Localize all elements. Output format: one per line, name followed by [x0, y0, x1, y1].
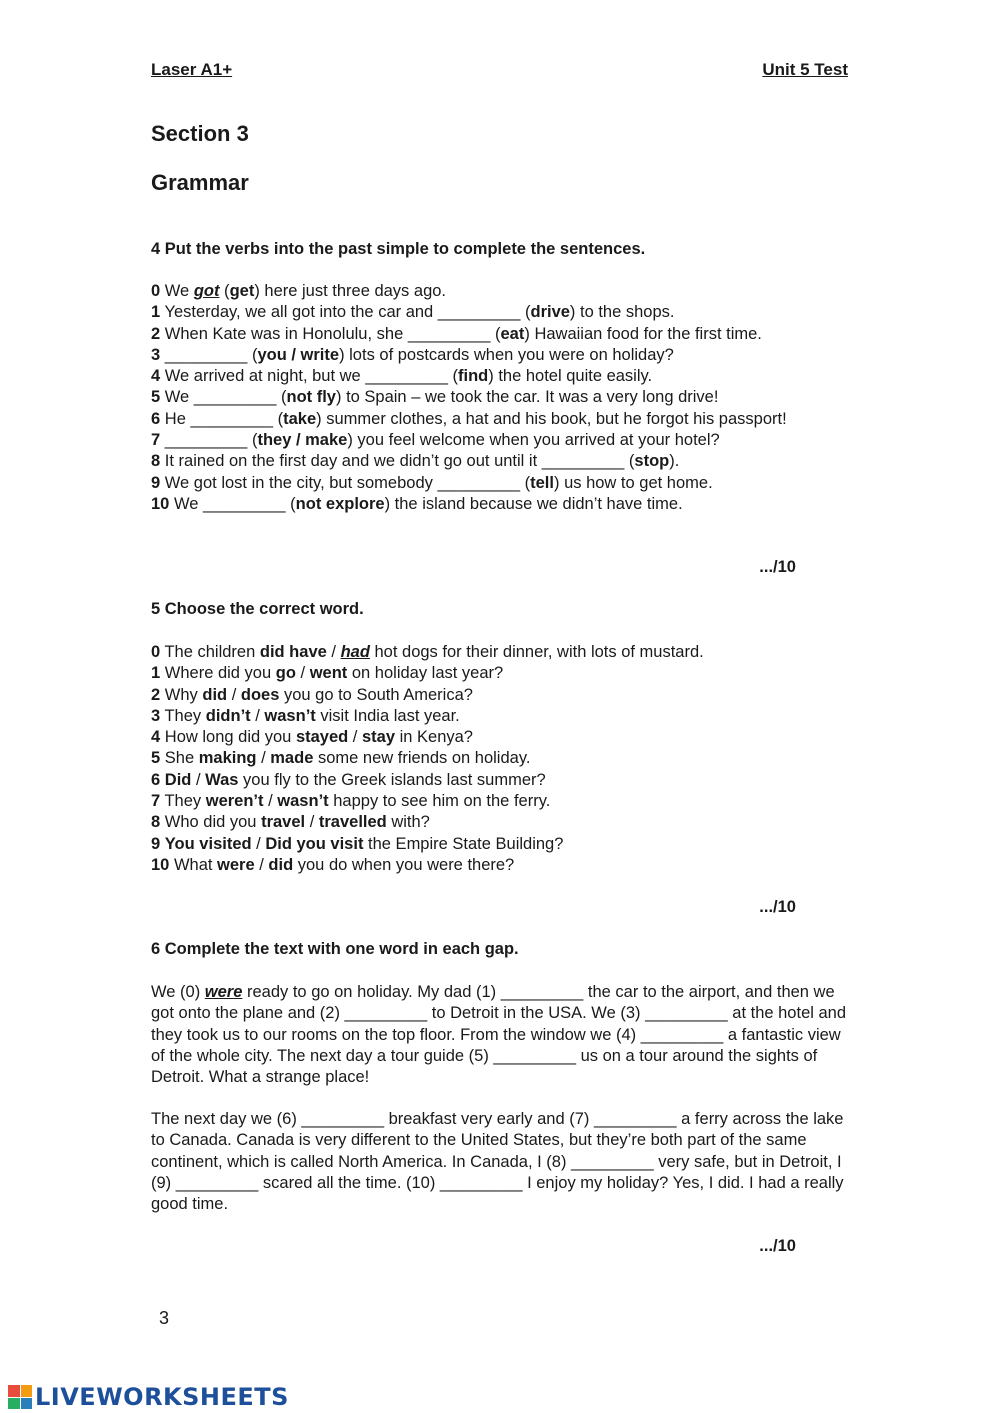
logo-square-4	[21, 1398, 33, 1410]
text-run: ) lots of postcards when you were on holiday?	[339, 345, 674, 364]
bold-text: travel	[261, 813, 306, 832]
bold-text: 7	[151, 431, 161, 450]
example-answer: were	[204, 983, 243, 1001]
liveworksheets-logo[interactable]	[8, 1383, 289, 1411]
bold-text: 4	[151, 367, 161, 386]
sentence-line	[151, 834, 851, 855]
sentence-line	[151, 473, 851, 494]
bold-text: stop	[634, 452, 670, 471]
bold-text: 1	[151, 303, 161, 322]
example-answer: had	[340, 643, 370, 661]
sentence-line	[151, 281, 851, 302]
exercise-5-sentences	[151, 642, 851, 876]
text-run: We _________ (	[160, 388, 287, 407]
sentence-line	[151, 812, 851, 833]
bold-text: wasn’t	[264, 706, 316, 725]
bold-text: you / write	[257, 345, 340, 364]
sentence-line	[151, 685, 851, 706]
bold-text: travelled	[318, 813, 387, 832]
text-run: on holiday last year?	[347, 664, 504, 683]
text-run: _________ (	[160, 431, 258, 450]
text-run: you go to South America?	[279, 685, 473, 704]
text-run: We (0)	[151, 983, 205, 1001]
exercise-6-paragraph-2	[151, 1109, 851, 1215]
text-run: ) to the shops.	[569, 303, 675, 322]
text-run: ) to Spain – we took the car. It was a very long drive!	[335, 388, 719, 407]
text-run: /	[263, 792, 278, 811]
text-run: They	[160, 706, 206, 725]
text-run: ) the island because we didn’t have time.	[384, 494, 683, 513]
text-run: When Kate was in Honolulu, she _________ (	[160, 324, 501, 343]
text-run: Who did you	[160, 813, 262, 832]
bold-text: not explore	[295, 494, 385, 513]
text-run: /	[250, 706, 265, 725]
text-run: /	[251, 834, 266, 853]
bold-text: made	[270, 749, 314, 768]
text-run: Why	[160, 685, 203, 704]
liveworksheets-logo-text: LIVEWORKSHEETS	[35, 1383, 289, 1411]
text-run: in Kenya?	[395, 728, 473, 747]
text-run: you fly to the Greek islands last summer?	[238, 770, 546, 789]
text-run: How long did you	[160, 728, 296, 747]
sentence-line	[151, 430, 851, 451]
text-run: We	[160, 282, 194, 300]
bold-text: 9	[151, 834, 161, 853]
exercise-4-title: 4 Put the verbs into the past simple to complete the sentences.	[151, 240, 646, 258]
bold-text: 2	[151, 685, 161, 704]
bold-text: 5	[151, 388, 161, 407]
bold-text: making	[198, 749, 257, 768]
bold-text: did	[268, 855, 294, 874]
text-run: /	[191, 770, 206, 789]
bold-text: Did you visit	[265, 834, 364, 853]
text-run: The next day we (6) _________ breakfast very early and (7) _________ a ferry across the lake to Canada. Canada is very different to the United States, but they’re both part of the same continent, which is called North America. In Canada, I (8) _________ very safe, but in Detroit, I (9) _________ scared all the time. (10) _________ I enjoy my holiday? Yes, I did. I had a really good time.	[151, 1110, 844, 1214]
bold-text: 3	[151, 345, 161, 364]
text-run: ) here just three days ago.	[254, 282, 447, 300]
bold-text: 6	[151, 770, 161, 789]
sentence-line	[151, 770, 851, 791]
bold-text: 0	[151, 643, 161, 661]
sentence-line	[151, 324, 851, 345]
bold-text: 3	[151, 706, 161, 725]
sentence-line	[151, 706, 851, 727]
text-run: He _________ (	[160, 409, 284, 428]
exercise-5-title: 5 Choose the correct word.	[151, 600, 364, 618]
bold-text: Was	[205, 770, 239, 789]
bold-text: they / make	[257, 431, 348, 450]
sentence-line	[151, 302, 851, 323]
bold-text: eat	[500, 324, 525, 343]
bold-text: 9	[151, 473, 161, 492]
exercise-5-score: .../10	[759, 898, 796, 916]
bold-text: get	[229, 282, 255, 300]
text-run: /	[256, 749, 271, 768]
exercise-4-score: .../10	[759, 558, 796, 576]
bold-text: 8	[151, 813, 161, 832]
bold-text: did have	[259, 643, 327, 661]
text-run: We got lost in the city, but somebody _________ (	[160, 473, 531, 492]
text-run: ready to go on holiday. My dad (1) _________ the car to the airport, and then we got onto the plane and (2) _________ to Detroit in the USA. We (3) _________ at the hotel and they took us to our rooms on the top floor. From the window we (4) _________ a fantastic view of the whole city. The next day a tour guide (5) _________ us on a tour around the sights of Detroit. What a strange place!	[151, 983, 847, 1087]
sentence-line	[151, 791, 851, 812]
text-run: She	[160, 749, 199, 768]
bold-text: go	[275, 664, 296, 683]
sentence-line	[151, 855, 851, 876]
page-number: 3	[159, 1308, 170, 1328]
text-run: /	[295, 664, 310, 683]
text-run: hot dogs for their dinner, with lots of mustard.	[369, 643, 704, 661]
text-run: /	[348, 728, 362, 747]
sentence-line	[151, 494, 851, 515]
exercise-6-paragraph-1	[151, 982, 851, 1088]
subsection-title: Grammar	[151, 170, 249, 195]
course-title: Laser A1+	[151, 60, 233, 79]
text-run: happy to see him on the ferry.	[328, 792, 551, 811]
text-run: visit India last year.	[315, 706, 460, 725]
example-answer: got	[193, 282, 220, 300]
bold-text: went	[309, 664, 348, 683]
bold-text: does	[240, 685, 280, 704]
text-run: We arrived at night, but we _________ (	[160, 367, 458, 386]
text-run: ) Hawaiian food for the first time.	[524, 324, 762, 343]
exercise-6-title: 6 Complete the text with one word in each gap.	[151, 940, 519, 958]
bold-text: 2	[151, 324, 161, 343]
text-run: We _________ (	[169, 494, 296, 513]
bold-text: Did	[164, 770, 192, 789]
bold-text: 0	[151, 282, 161, 300]
text-run: the Empire State Building?	[363, 834, 564, 853]
text-run: /	[326, 643, 341, 661]
sentence-line	[151, 387, 851, 408]
text-run: you do when you were there?	[293, 855, 515, 874]
exercise-6-score: .../10	[759, 1237, 796, 1255]
text-run: The children	[160, 643, 260, 661]
text-run: Yesterday, we all got into the car and _________ (	[160, 303, 531, 322]
logo-square-2	[21, 1385, 33, 1397]
bold-text: tell	[530, 473, 554, 492]
sentence-line	[151, 642, 851, 663]
bold-text: wasn’t	[277, 792, 329, 811]
bold-text: 8	[151, 452, 161, 471]
bold-text: 10	[151, 494, 170, 513]
sentence-line	[151, 409, 851, 430]
bold-text: 10	[151, 855, 170, 874]
bold-text: did	[202, 685, 228, 704]
bold-text: 1	[151, 664, 161, 683]
sentence-line	[151, 345, 851, 366]
bold-text: were	[217, 855, 255, 874]
text-run: _________ (	[160, 345, 258, 364]
bold-text: weren’t	[205, 792, 264, 811]
text-run: /	[227, 685, 241, 704]
logo-square-1	[8, 1385, 20, 1397]
bold-text: 6	[151, 409, 161, 428]
text-run: /	[305, 813, 319, 832]
bold-text: stay	[361, 728, 396, 747]
text-run: /	[254, 855, 269, 874]
text-run: It rained on the first day and we didn’t go out until it _________ (	[160, 452, 635, 471]
logo-square-3	[8, 1398, 20, 1410]
bold-text: 4	[151, 728, 161, 747]
bold-text: didn’t	[205, 706, 251, 725]
liveworksheets-logo-icon	[8, 1385, 32, 1409]
section-title: Section 3	[151, 121, 249, 146]
bold-text: stayed	[295, 728, 349, 747]
bold-text: take	[283, 409, 317, 428]
text-run: ) summer clothes, a hat and his book, but he forgot his passport!	[316, 409, 787, 428]
text-run: ) us how to get home.	[553, 473, 713, 492]
unit-title: Unit 5 Test	[762, 60, 848, 79]
text-run: Where did you	[160, 664, 276, 683]
text-run: (	[219, 282, 230, 300]
text-run: ).	[669, 452, 680, 471]
bold-text: 5	[151, 749, 161, 768]
text-run: What	[169, 855, 218, 874]
bold-text: You visited	[164, 834, 252, 853]
bold-text: find	[458, 367, 489, 386]
text-run: ) you feel welcome when you arrived at your hotel?	[347, 431, 720, 450]
sentence-line	[151, 748, 851, 769]
text-run: with?	[386, 813, 430, 832]
bold-text: not fly	[286, 388, 336, 407]
sentence-line	[151, 727, 851, 748]
exercise-4-sentences	[151, 281, 851, 515]
text-run: some new friends on holiday.	[313, 749, 531, 768]
text-run: They	[160, 792, 206, 811]
sentence-line	[151, 366, 851, 387]
sentence-line	[151, 451, 851, 472]
bold-text: drive	[530, 303, 570, 322]
sentence-line	[151, 663, 851, 684]
text-run: ) the hotel quite easily.	[488, 367, 653, 386]
bold-text: 7	[151, 792, 161, 811]
